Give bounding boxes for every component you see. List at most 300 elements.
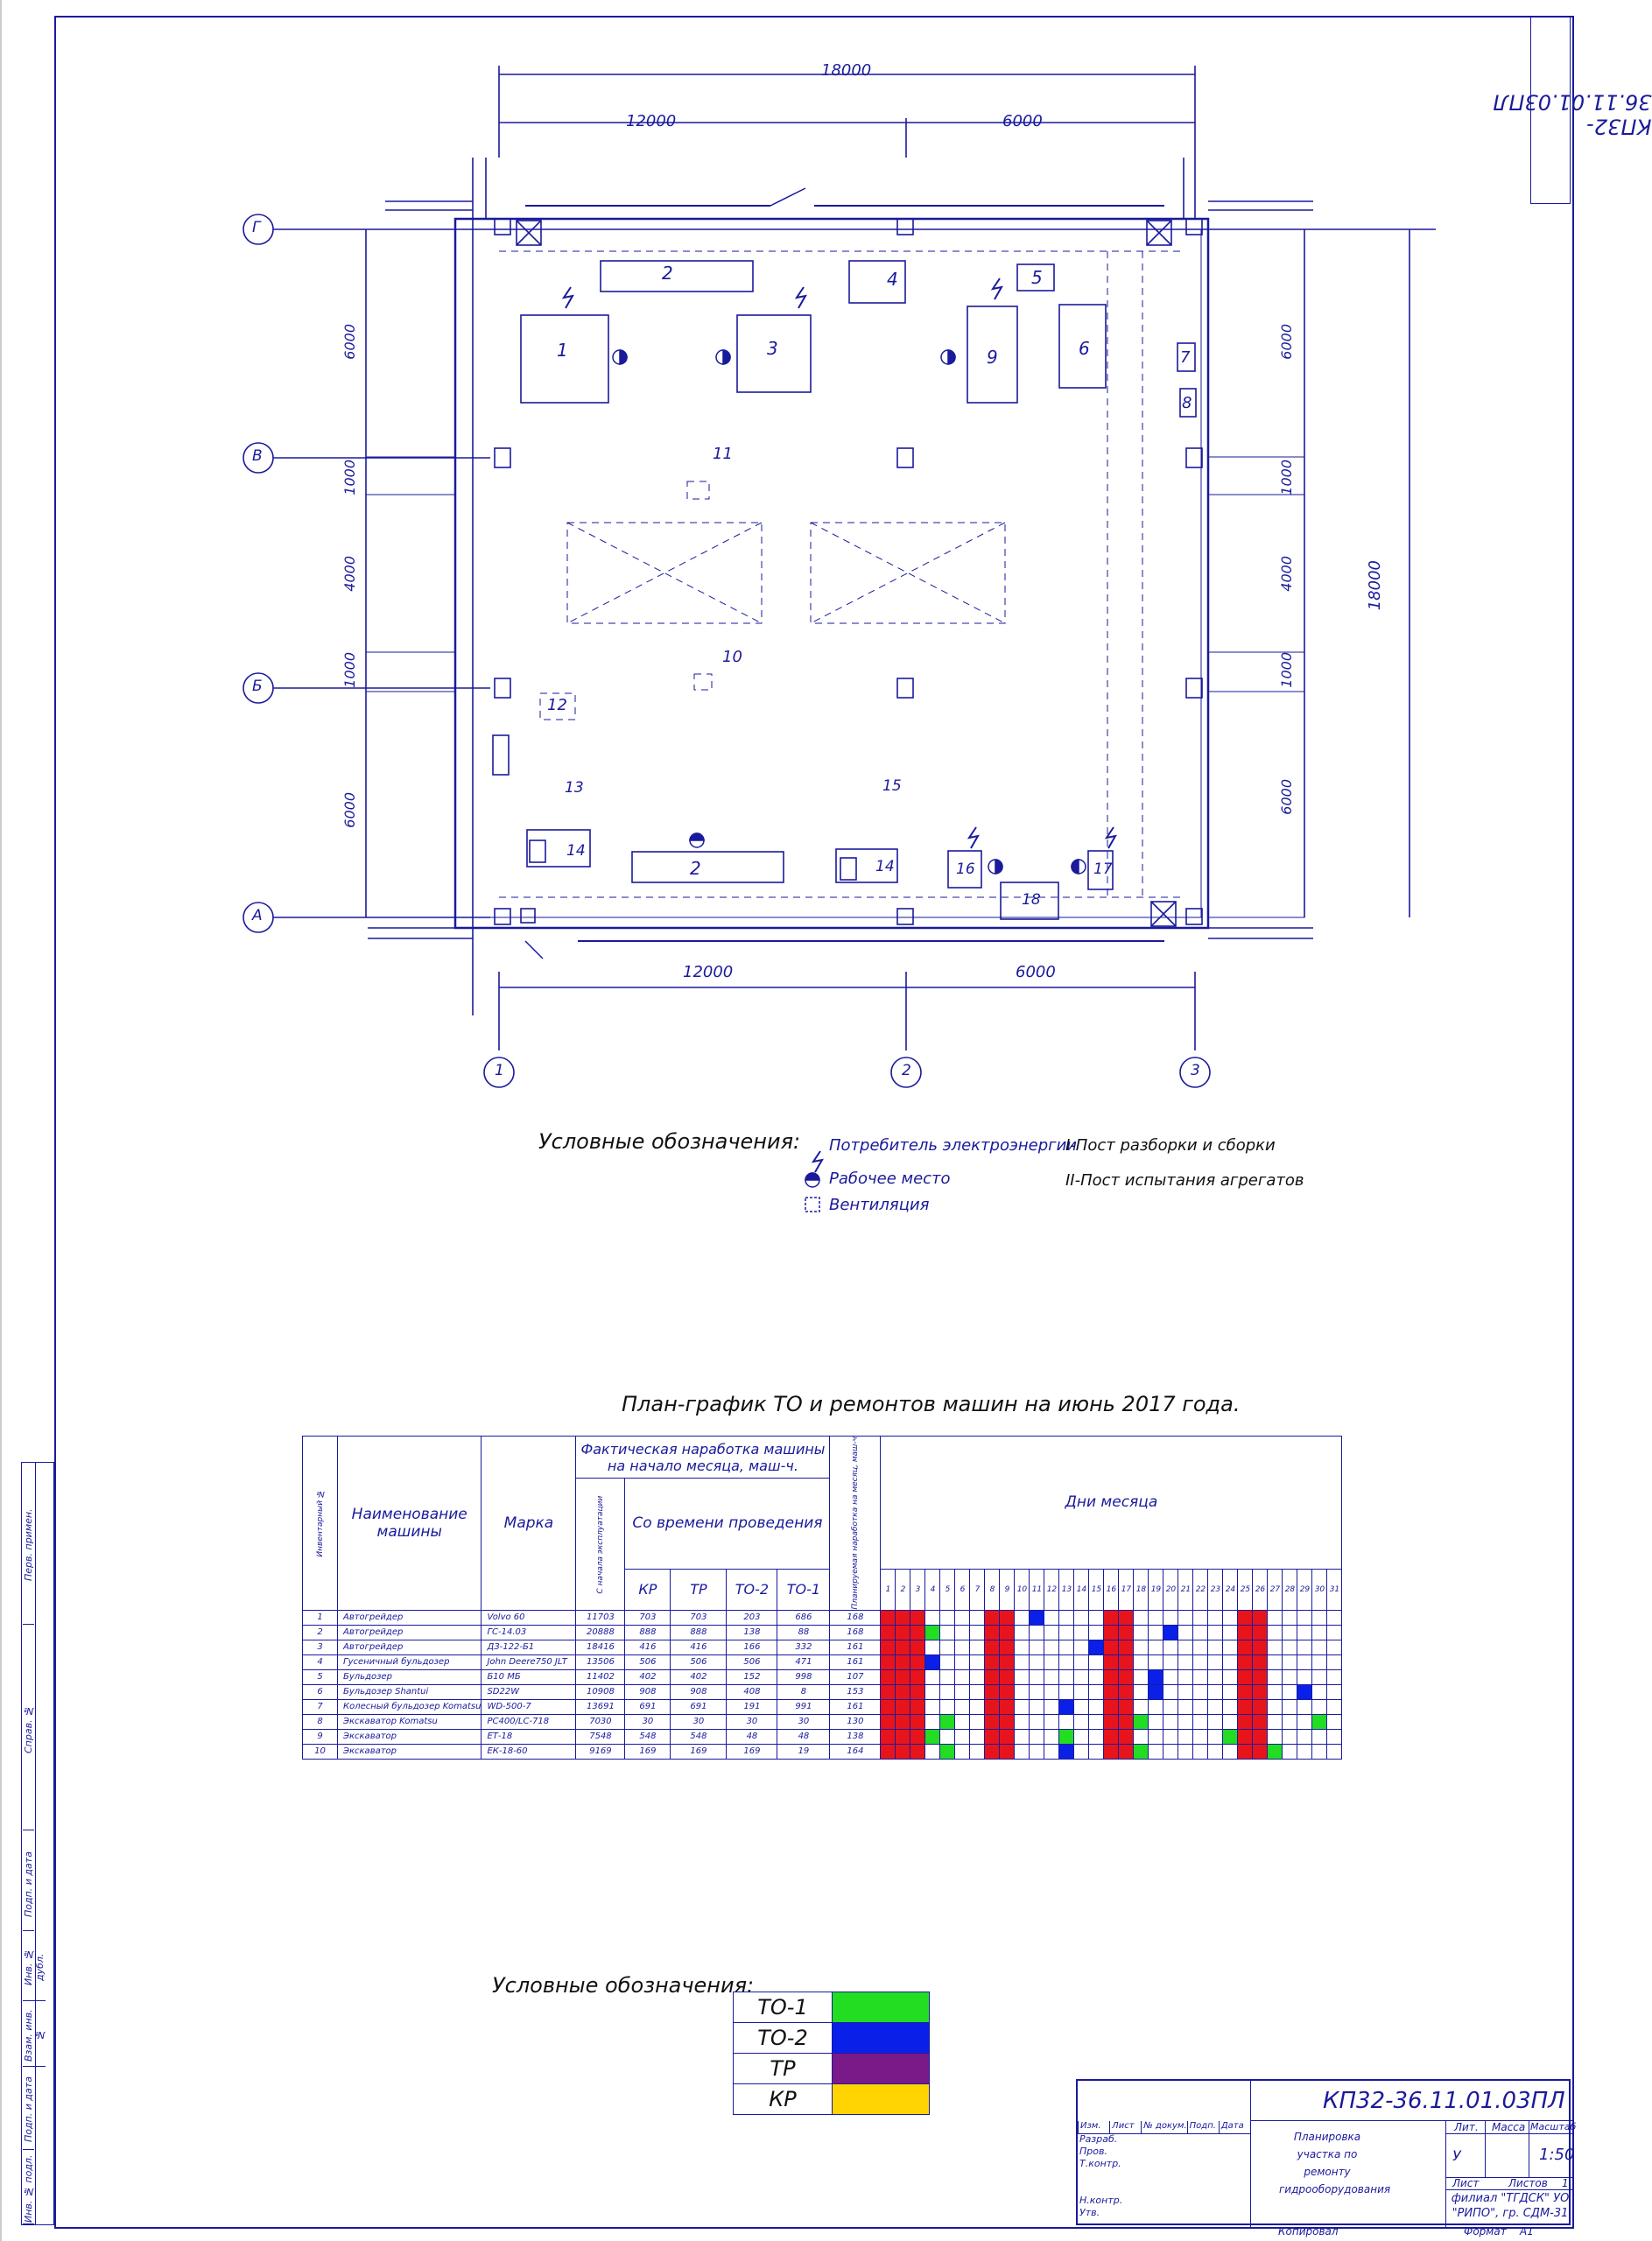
- dim-left-4000: 4000: [341, 556, 358, 592]
- table-cell: 998: [777, 1669, 830, 1684]
- schedule-day-cell: [1059, 1640, 1074, 1654]
- schedule-day-cell: [1134, 1684, 1149, 1699]
- schedule-day-cell: [1059, 1610, 1074, 1625]
- table-cell: Колесный бульдозер Komatsu: [338, 1699, 482, 1714]
- schedule-day-cell: [1134, 1714, 1149, 1729]
- side-stamp-label: Инв. № подл.: [23, 2153, 34, 2224]
- table-cell: 138: [727, 1625, 777, 1640]
- table-row: [303, 1610, 1342, 1625]
- day-number: 22: [1193, 1569, 1208, 1610]
- legend-power-consumer: Потребитель электроэнергии: [829, 1136, 1077, 1155]
- schedule-day-cell: [1104, 1744, 1119, 1759]
- schedule-day-cell: [1312, 1610, 1327, 1625]
- schedule-day-cell: [1283, 1640, 1297, 1654]
- schedule-day-cell: [910, 1684, 925, 1699]
- schedule-day-cell: [1238, 1654, 1253, 1669]
- eq-label-2: 2: [662, 263, 673, 284]
- schedule-day-cell: [896, 1654, 910, 1669]
- schedule-day-cell: [881, 1699, 896, 1714]
- schedule-day-cell: [881, 1625, 896, 1640]
- schedule-day-cell: [1134, 1744, 1149, 1759]
- table-cell: 908: [625, 1684, 671, 1699]
- schedule-day-cell: [940, 1699, 955, 1714]
- schedule-day-cell: [1327, 1625, 1342, 1640]
- table-cell: 13506: [576, 1654, 625, 1669]
- day-number: 7: [970, 1569, 985, 1610]
- schedule-day-cell: [1015, 1654, 1030, 1669]
- table-cell: Б10 МБ: [482, 1669, 576, 1684]
- schedule-day-cell: [1253, 1610, 1268, 1625]
- schedule-day-cell: [1119, 1640, 1134, 1654]
- day-number: 11: [1030, 1569, 1044, 1610]
- table-cell: Экскаватор Komatsu: [338, 1714, 482, 1729]
- scale-label: Масштаб: [1530, 2121, 1577, 2132]
- table-cell: 152: [727, 1669, 777, 1684]
- schedule-day-cell: [1268, 1714, 1283, 1729]
- table-cell: 9: [303, 1729, 338, 1744]
- schedule-day-cell: [1283, 1669, 1297, 1684]
- schedule-day-cell: [925, 1654, 940, 1669]
- floor-plan: [0, 0, 1584, 1085]
- day-number: 30: [1312, 1569, 1327, 1610]
- table-cell: 332: [777, 1640, 830, 1654]
- table-cell: 7030: [576, 1714, 625, 1729]
- schedule-day-cell: [1074, 1625, 1089, 1640]
- dim-left-bottom: 12000: [683, 963, 734, 981]
- legend-label: ТР: [734, 2054, 833, 2084]
- legend-label: КР: [734, 2084, 833, 2115]
- side-stamp-label: Справ. №: [23, 1628, 34, 1830]
- table-cell: Автогрейдер: [338, 1610, 482, 1625]
- schedule-day-cell: [910, 1625, 925, 1640]
- schedule-day-cell: [940, 1744, 955, 1759]
- dim-right-bottom: 6000: [1016, 963, 1056, 981]
- table-cell: 168: [830, 1610, 881, 1625]
- schedule-day-cell: [1119, 1654, 1134, 1669]
- col-tr-header: ТР: [671, 1569, 727, 1610]
- revision-column-label: Изм.: [1078, 2121, 1109, 2133]
- col-actual-header: Фактическая наработка машины на начало месяца, маш-ч.: [576, 1437, 830, 1479]
- schedule-day-cell: [1178, 1714, 1193, 1729]
- dim-left-1000-a: 1000: [341, 460, 358, 495]
- schedule-day-cell: [881, 1654, 896, 1669]
- eq-label-10: 10: [722, 648, 742, 666]
- schedule-day-cell: [1059, 1669, 1074, 1684]
- day-number: 25: [1238, 1569, 1253, 1610]
- schedule-day-cell: [1149, 1610, 1163, 1625]
- col-name-header: Наименование машины: [338, 1437, 482, 1611]
- scale-value: 1:50: [1539, 2146, 1575, 2164]
- table-cell: 691: [671, 1699, 727, 1714]
- schedule-day-cell: [1178, 1699, 1193, 1714]
- schedule-day-cell: [1074, 1729, 1089, 1744]
- schedule-title: План-график ТО и ремонтов машин на июнь 2017 года.: [622, 1392, 1241, 1416]
- schedule-day-cell: [1297, 1684, 1312, 1699]
- eq-label-6: 6: [1079, 338, 1090, 359]
- schedule-day-cell: [1030, 1684, 1044, 1699]
- schedule-day-cell: [910, 1654, 925, 1669]
- signature-row-label: Пров.: [1079, 2146, 1107, 2157]
- schedule-day-cell: [1134, 1699, 1149, 1714]
- dim-left-6000-b: 6000: [341, 792, 358, 828]
- schedule-day-cell: [955, 1625, 970, 1640]
- table-cell: 506: [727, 1654, 777, 1669]
- eq-label-15: 15: [882, 777, 902, 795]
- schedule-day-cell: [1312, 1714, 1327, 1729]
- schedule-day-cell: [925, 1729, 940, 1744]
- side-stamp-label: Перв. примен.: [23, 1466, 34, 1625]
- table-cell: Бульдозер Shantui: [338, 1684, 482, 1699]
- schedule-day-cell: [1283, 1699, 1297, 1714]
- eq-label-17: 17: [1093, 861, 1113, 878]
- schedule-day-cell: [1149, 1669, 1163, 1684]
- eq-label-5: 5: [1031, 267, 1043, 288]
- table-cell: 18416: [576, 1640, 625, 1654]
- table-row: [303, 1640, 1342, 1654]
- legend-swatch: [833, 2023, 930, 2054]
- eq-label-8: 8: [1182, 394, 1192, 412]
- schedule-day-cell: [1297, 1669, 1312, 1684]
- mass-label: Масса: [1492, 2121, 1526, 2133]
- table-cell: 9169: [576, 1744, 625, 1759]
- schedule-day-cell: [925, 1699, 940, 1714]
- schedule-day-cell: [1134, 1669, 1149, 1684]
- legend-row: [734, 2084, 930, 2115]
- legend-label: ТО-1: [734, 1992, 833, 2023]
- table-cell: 10: [303, 1744, 338, 1759]
- schedule-day-cell: [1104, 1654, 1119, 1669]
- table-cell: 191: [727, 1699, 777, 1714]
- schedule-day-cell: [1015, 1714, 1030, 1729]
- schedule-day-cell: [1253, 1699, 1268, 1714]
- schedule-day-cell: [1104, 1625, 1119, 1640]
- table-cell: 6: [303, 1684, 338, 1699]
- schedule-day-cell: [1059, 1699, 1074, 1714]
- table-cell: Автогрейдер: [338, 1625, 482, 1640]
- schedule-day-cell: [896, 1684, 910, 1699]
- schedule-day-cell: [1149, 1744, 1163, 1759]
- table-row: [303, 1729, 1342, 1744]
- table-cell: 48: [727, 1729, 777, 1744]
- table-cell: 548: [625, 1729, 671, 1744]
- schedule-day-cell: [896, 1744, 910, 1759]
- day-number: 21: [1178, 1569, 1193, 1610]
- schedule-day-cell: [1044, 1669, 1059, 1684]
- schedule-day-cell: [955, 1744, 970, 1759]
- schedule-day-cell: [1044, 1654, 1059, 1669]
- schedule-day-cell: [1059, 1625, 1074, 1640]
- dim-left-span: 12000: [626, 112, 677, 130]
- format-value: А1: [1520, 2225, 1534, 2237]
- schedule-day-cell: [955, 1654, 970, 1669]
- schedule-day-cell: [1163, 1744, 1178, 1759]
- legend-post-2: II-Пост испытания агрегатов: [1065, 1171, 1304, 1190]
- col-since-last-header: Со времени проведения: [625, 1479, 830, 1570]
- col-to1-header: ТО-1: [777, 1569, 830, 1610]
- schedule-day-cell: [1134, 1654, 1149, 1669]
- schedule-day-cell: [985, 1699, 1000, 1714]
- schedule-day-cell: [1163, 1729, 1178, 1744]
- schedule-day-cell: [1015, 1640, 1030, 1654]
- eq-label-12: 12: [547, 696, 567, 714]
- schedule-day-cell: [1193, 1684, 1208, 1699]
- table-cell: 2: [303, 1625, 338, 1640]
- schedule-day-cell: [1059, 1654, 1074, 1669]
- legend-ventilation: Вентиляция: [829, 1196, 930, 1214]
- table-cell: ЕТ-18: [482, 1729, 576, 1744]
- table-cell: 686: [777, 1610, 830, 1625]
- schedule-day-cell: [970, 1610, 985, 1625]
- day-number: 3: [910, 1569, 925, 1610]
- schedule-day-cell: [1283, 1625, 1297, 1640]
- schedule-day-cell: [1268, 1610, 1283, 1625]
- table-row: [303, 1744, 1342, 1759]
- schedule-day-cell: [970, 1699, 985, 1714]
- axis-row-g: Г: [252, 219, 261, 236]
- table-cell: 5: [303, 1669, 338, 1684]
- table-row: [303, 1625, 1342, 1640]
- schedule-day-cell: [1253, 1654, 1268, 1669]
- schedule-day-cell: [1000, 1714, 1015, 1729]
- table-cell: 416: [671, 1640, 727, 1654]
- schedule-day-cell: [1149, 1625, 1163, 1640]
- eq-label-16: 16: [956, 861, 975, 878]
- schedule-day-cell: [1297, 1744, 1312, 1759]
- schedule-day-cell: [896, 1699, 910, 1714]
- schedule-day-cell: [1238, 1714, 1253, 1729]
- schedule-day-cell: [985, 1654, 1000, 1669]
- schedule-day-cell: [1238, 1640, 1253, 1654]
- table-cell: Бульдозер: [338, 1669, 482, 1684]
- schedule-day-cell: [1044, 1714, 1059, 1729]
- table-cell: ДЗ-122-Б1: [482, 1640, 576, 1654]
- schedule-day-cell: [1149, 1640, 1163, 1654]
- schedule-day-cell: [955, 1699, 970, 1714]
- schedule-day-cell: [970, 1729, 985, 1744]
- schedule-day-cell: [925, 1610, 940, 1625]
- legend-workplace: Рабочее место: [829, 1170, 951, 1188]
- schedule-day-cell: [1000, 1699, 1015, 1714]
- schedule-day-cell: [1000, 1729, 1015, 1744]
- schedule-day-cell: [1104, 1684, 1119, 1699]
- table-cell: 30: [777, 1714, 830, 1729]
- table-cell: 402: [671, 1669, 727, 1684]
- schedule-day-cell: [1044, 1610, 1059, 1625]
- schedule-day-cell: [1268, 1625, 1283, 1640]
- day-number: 12: [1044, 1569, 1059, 1610]
- table-cell: 161: [830, 1640, 881, 1654]
- schedule-day-cell: [1312, 1744, 1327, 1759]
- side-stamp-label: Подп. и дата: [23, 2070, 34, 2150]
- dim-right-4000: 4000: [1278, 556, 1295, 592]
- table-cell: 7: [303, 1699, 338, 1714]
- schedule-day-cell: [1327, 1654, 1342, 1669]
- side-stamp-label: Взам. инв. №: [23, 2005, 46, 2067]
- table-cell: 168: [830, 1625, 881, 1640]
- table-cell: 19: [777, 1744, 830, 1759]
- table-cell: 3: [303, 1640, 338, 1654]
- schedule-day-cell: [881, 1714, 896, 1729]
- schedule-day-cell: [1208, 1744, 1223, 1759]
- schedule-day-cell: [1327, 1610, 1342, 1625]
- schedule-day-cell: [1312, 1699, 1327, 1714]
- schedule-day-cell: [1059, 1729, 1074, 1744]
- axis-row-v: В: [252, 447, 263, 465]
- schedule-day-cell: [985, 1610, 1000, 1625]
- legend-row: [734, 2054, 930, 2084]
- table-cell: WD-500-7: [482, 1699, 576, 1714]
- schedule-day-cell: [1149, 1714, 1163, 1729]
- schedule-day-cell: [1163, 1640, 1178, 1654]
- schedule-day-cell: [1283, 1684, 1297, 1699]
- sheet-title: Планировка участка по ремонту гидрооборудования: [1279, 2131, 1391, 2195]
- table-cell: 703: [625, 1610, 671, 1625]
- table-cell: 164: [830, 1744, 881, 1759]
- axis-col-3: 3: [1191, 1062, 1200, 1079]
- table-cell: 169: [625, 1744, 671, 1759]
- schedule-day-cell: [1312, 1640, 1327, 1654]
- schedule-day-cell: [896, 1625, 910, 1640]
- sheet-label: Лист: [1452, 2177, 1480, 2189]
- schedule-day-cell: [1015, 1699, 1030, 1714]
- schedule-day-cell: [1297, 1729, 1312, 1744]
- table-cell: 908: [671, 1684, 727, 1699]
- schedule-day-cell: [985, 1640, 1000, 1654]
- schedule-day-cell: [1015, 1625, 1030, 1640]
- schedule-day-cell: [1015, 1669, 1030, 1684]
- dim-right-1000-b: 1000: [1278, 652, 1295, 688]
- schedule-day-cell: [1044, 1625, 1059, 1640]
- schedule-day-cell: [1089, 1654, 1104, 1669]
- schedule-day-cell: [1030, 1699, 1044, 1714]
- schedule-day-cell: [910, 1714, 925, 1729]
- signature-row-label: Разраб.: [1079, 2133, 1118, 2145]
- title-block-code: КП32-36.11.01.03ПЛ: [1323, 2088, 1565, 2114]
- col-inv-header: Инвентарный №: [303, 1437, 338, 1611]
- schedule-day-cell: [940, 1684, 955, 1699]
- table-cell: 703: [671, 1610, 727, 1625]
- table-cell: 888: [625, 1625, 671, 1640]
- schedule-day-cell: [1238, 1744, 1253, 1759]
- schedule-day-cell: [1000, 1744, 1015, 1759]
- legend-swatch: [833, 2084, 930, 2115]
- day-number: 18: [1134, 1569, 1149, 1610]
- schedule-day-cell: [1000, 1654, 1015, 1669]
- schedule-day-cell: [1015, 1610, 1030, 1625]
- schedule-day-cell: [1089, 1729, 1104, 1744]
- schedule-day-cell: [896, 1640, 910, 1654]
- schedule-day-cell: [1327, 1640, 1342, 1654]
- schedule-day-cell: [1238, 1684, 1253, 1699]
- legend-swatch: [833, 1992, 930, 2023]
- schedule-day-cell: [1178, 1654, 1193, 1669]
- schedule-day-cell: [1134, 1625, 1149, 1640]
- schedule-day-cell: [985, 1729, 1000, 1744]
- schedule-day-cell: [1000, 1684, 1015, 1699]
- table-cell: 416: [625, 1640, 671, 1654]
- schedule-day-cell: [1030, 1654, 1044, 1669]
- legend-label: ТО-2: [734, 2023, 833, 2054]
- schedule-day-cell: [1208, 1654, 1223, 1669]
- schedule-day-cell: [1327, 1729, 1342, 1744]
- table-cell: 48: [777, 1729, 830, 1744]
- schedule-day-cell: [925, 1625, 940, 1640]
- eq-label-14b: 14: [875, 858, 895, 875]
- schedule-day-cell: [910, 1669, 925, 1684]
- schedule-day-cell: [1312, 1654, 1327, 1669]
- schedule-day-cell: [1193, 1654, 1208, 1669]
- axis-col-1: 1: [495, 1062, 504, 1079]
- dim-height-total: 18000: [1366, 560, 1384, 611]
- schedule-day-cell: [970, 1714, 985, 1729]
- schedule-day-cell: [1238, 1669, 1253, 1684]
- schedule-day-cell: [1119, 1625, 1134, 1640]
- legend-row: [734, 2023, 930, 2054]
- schedule-day-cell: [970, 1640, 985, 1654]
- table-row: [303, 1654, 1342, 1669]
- schedule-day-cell: [1104, 1729, 1119, 1744]
- day-number: 31: [1327, 1569, 1342, 1610]
- schedule-day-cell: [1134, 1729, 1149, 1744]
- schedule-day-cell: [1059, 1684, 1074, 1699]
- day-number: 17: [1119, 1569, 1134, 1610]
- day-number: 6: [955, 1569, 970, 1610]
- schedule-day-cell: [1223, 1654, 1238, 1669]
- schedule-day-cell: [1283, 1654, 1297, 1669]
- schedule-day-cell: [1030, 1744, 1044, 1759]
- day-number: 13: [1059, 1569, 1074, 1610]
- table-cell: 11703: [576, 1610, 625, 1625]
- title-block: [1076, 2079, 1577, 2225]
- table-cell: 408: [727, 1684, 777, 1699]
- schedule-day-cell: [1193, 1625, 1208, 1640]
- schedule-day-cell: [1149, 1684, 1163, 1699]
- schedule-day-cell: [1000, 1669, 1015, 1684]
- schedule-day-cell: [896, 1669, 910, 1684]
- schedule-day-cell: [955, 1714, 970, 1729]
- schedule-day-cell: [1253, 1640, 1268, 1654]
- schedule-day-cell: [940, 1714, 955, 1729]
- schedule-day-cell: [1297, 1625, 1312, 1640]
- schedule-day-cell: [1312, 1684, 1327, 1699]
- schedule-day-cell: [1089, 1625, 1104, 1640]
- format-label: Формат: [1464, 2225, 1507, 2237]
- schedule-day-cell: [1074, 1684, 1089, 1699]
- schedule-day-cell: [985, 1669, 1000, 1684]
- color-legend-title: Условные обозначения:: [492, 1973, 755, 1998]
- schedule-day-cell: [1015, 1729, 1030, 1744]
- day-number: 2: [896, 1569, 910, 1610]
- col-brand-header: Марка: [482, 1437, 576, 1611]
- day-number: 23: [1208, 1569, 1223, 1610]
- schedule-day-cell: [1238, 1699, 1253, 1714]
- table-cell: ГС-14.03: [482, 1625, 576, 1640]
- schedule-day-cell: [1178, 1729, 1193, 1744]
- plan-legend-title: Условные обозначения:: [538, 1129, 801, 1154]
- schedule-day-cell: [1208, 1684, 1223, 1699]
- days-header: Дни месяца: [881, 1437, 1342, 1570]
- schedule-day-cell: [1074, 1610, 1089, 1625]
- schedule-day-cell: [881, 1729, 896, 1744]
- schedule-day-cell: [1074, 1714, 1089, 1729]
- schedule-day-cell: [1119, 1669, 1134, 1684]
- schedule-day-cell: [910, 1610, 925, 1625]
- table-cell: 402: [625, 1669, 671, 1684]
- schedule-day-cell: [1149, 1729, 1163, 1744]
- schedule-day-cell: [1283, 1729, 1297, 1744]
- dim-right-span: 6000: [1002, 112, 1043, 130]
- schedule-day-cell: [970, 1744, 985, 1759]
